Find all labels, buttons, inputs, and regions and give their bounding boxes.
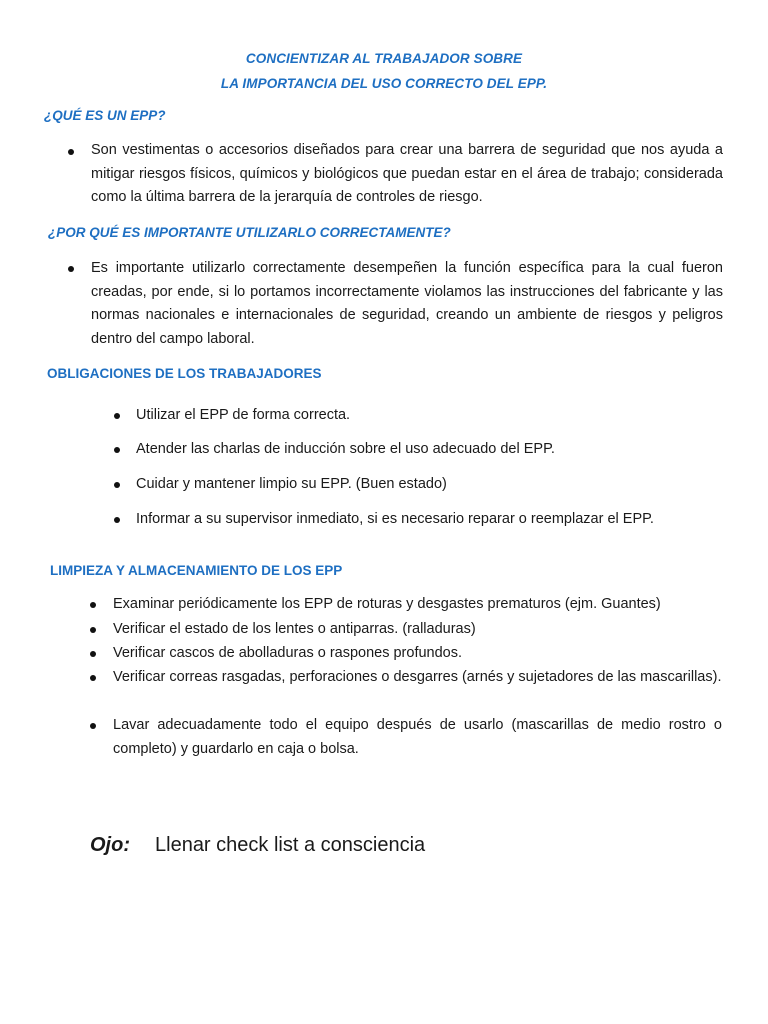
- list-item: Informar a su supervisor inmediato, si es necesario reparar o reemplazar el EPP.: [136, 511, 654, 527]
- list-item: Utilizar el EPP de forma correcta.: [136, 407, 351, 423]
- note-label: Ojo:: [90, 834, 130, 856]
- bullet-icon: [68, 266, 74, 272]
- list-item: Verificar el estado de los lentes o antiparras. (ralladuras): [113, 621, 476, 637]
- bullet-icon: [90, 651, 96, 657]
- list-item: Verificar correas rasgadas, perforaciones o desgarres (arnés y sujetadores de las mascarillas).: [113, 669, 722, 685]
- title-line-1: CONCIENTIZAR AL TRABAJADOR SOBRE: [245, 51, 523, 66]
- title-line-2: LA IMPORTANCIA DEL USO CORRECTO DEL EPP.: [220, 76, 548, 91]
- bullet-icon: [90, 675, 96, 681]
- list-item: Atender las charlas de inducción sobre el uso adecuado del EPP.: [136, 441, 555, 457]
- bullet-icon: [90, 627, 96, 633]
- section-heading-por-que-importante: ¿POR QUÉ ES IMPORTANTE UTILIZARLO CORRECTAMENTE?: [48, 225, 451, 240]
- section-heading-que-es-epp: ¿QUÉ ES UN EPP?: [44, 108, 166, 123]
- section-heading-limpieza: LIMPIEZA Y ALMACENAMIENTO DE LOS EPP: [50, 563, 343, 578]
- bullet-icon: [68, 149, 74, 155]
- bullet-icon: [90, 723, 96, 729]
- bullet-icon: [114, 447, 120, 453]
- section-heading-obligaciones: OBLIGACIONES DE LOS TRABAJADORES: [47, 366, 322, 381]
- bullet-icon: [90, 602, 96, 608]
- list-item: Cuidar y mantener limpio su EPP. (Buen estado): [136, 476, 447, 492]
- note-text: Llenar check list a consciencia: [155, 834, 426, 856]
- list-item: Verificar cascos de abolladuras o raspones profundos.: [113, 645, 463, 661]
- bullet-icon: [114, 413, 120, 419]
- section-paragraph-por-que-importante: Es importante utilizarlo correctamente desempeñen la función específica para la cual fueron creadas, por ende, si lo portamos incorrectamente violamos las instrucciones del fabricante y las normas nacionales e internacionales de seguridad, creando un ambiente de riesgos y peligros dentro del campo laboral.: [91, 260, 723, 347]
- list-item: Lavar adecuadamente todo el equipo después de usarlo (mascarillas de medio rostro o completo) y guardarlo en caja o bolsa.: [113, 717, 722, 757]
- list-item: Examinar periódicamente los EPP de roturas y desgastes prematuros (ejm. Guantes): [113, 596, 661, 612]
- section-paragraph-que-es-epp: Son vestimentas o accesorios diseñados para crear una barrera de seguridad que nos ayuda a mitigar riesgos físicos, químicos y biológicos que puedan estar en el área de trabajo; considerada como la última barrera de la jerarquía de controles de riesgo.: [91, 142, 723, 205]
- bullet-icon: [114, 482, 120, 488]
- bullet-icon: [114, 517, 120, 523]
